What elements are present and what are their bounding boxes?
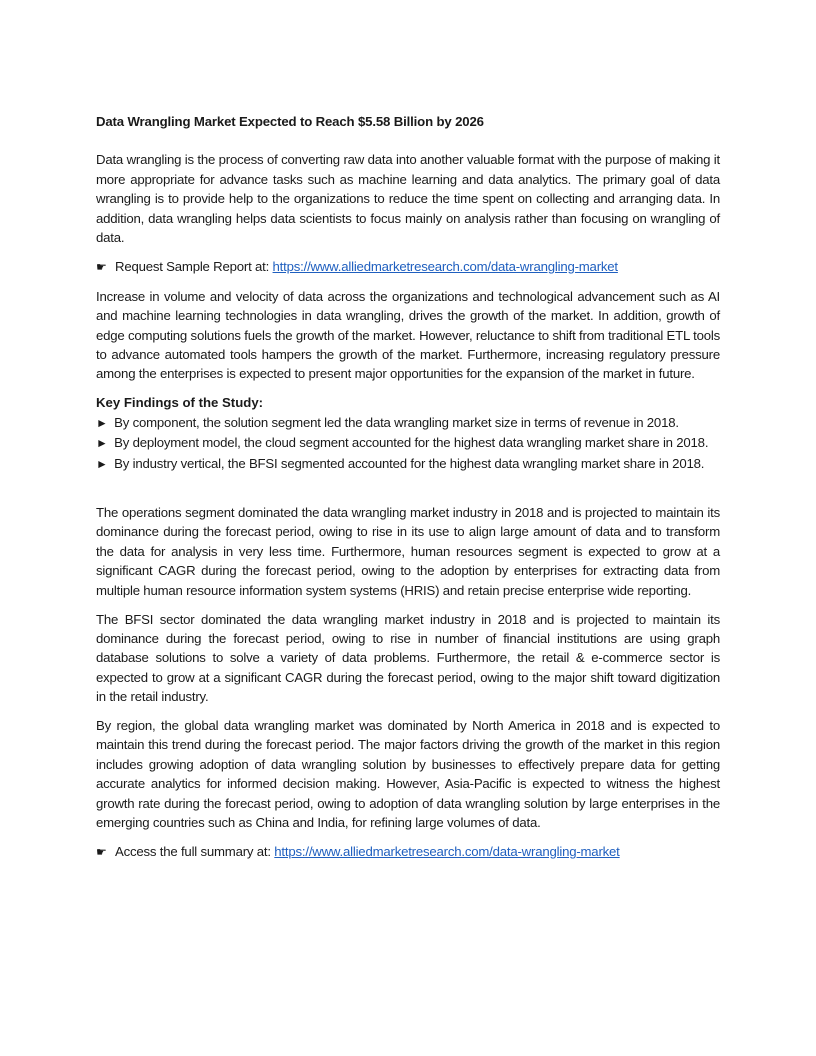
- bullet-arrow-icon: ►: [96, 415, 108, 430]
- sample-report-link[interactable]: https://www.alliedmarketresearch.com/data-wrangling-market: [272, 258, 618, 274]
- key-finding-item: [96, 413, 720, 433]
- sample-report-line: [96, 257, 720, 277]
- pointing-hand-icon: ☛: [96, 259, 107, 274]
- key-finding-text: By component, the solution segment led the data wrangling market size in terms of revenue in 2018.: [114, 414, 679, 430]
- sample-report-label: Request Sample Report at:: [115, 258, 273, 274]
- drivers-paragraph: Increase in volume and velocity of data across the organizations and technological advancement such as AI and machine learning technologies in data wrangling, drives the growth of the market. In addition, growth of edge computing solutions fuels the growth of the market. However, reluctance to shift from traditional ETL tools to advance automated tools hampers the growth of the market. Furthermore, increasing regulatory pressure among the enterprises is expected to present major opportunities for the expansion of the market in future.: [96, 288, 720, 382]
- bullet-arrow-icon: ►: [96, 436, 108, 451]
- full-summary-link[interactable]: https://www.alliedmarketresearch.com/data-wrangling-market: [274, 844, 620, 859]
- full-summary-line: [96, 842, 720, 862]
- key-finding-item: [96, 454, 720, 474]
- key-findings: [96, 393, 720, 474]
- key-finding-text: By deployment model, the cloud segment accounted for the highest data wrangling market share in 2018.: [114, 435, 709, 451]
- bullet-arrow-icon: ►: [96, 456, 108, 471]
- document-page: [96, 112, 720, 872]
- operations-paragraph: The operations segment dominated the data wrangling market industry in 2018 and is projected to maintain its dominance during the forecast period, owing to rise in its use to align large amount of data and to transform the data for analysis in very less time. Furthermore, human resources segment is expected to grow at a significant CAGR during the forecast period, owing to the adoption by enterprises for extracting data from multiple human resource information system systems (HRIS) and retain precise enterprise wide reporting.: [96, 505, 720, 598]
- key-finding-item: [96, 433, 720, 453]
- bfsi-paragraph: The BFSI sector dominated the data wrangling market industry in 2018 and is projected to maintain its dominance during the forecast period, owing to rise in number of financial institutions are using graph database solutions to solve a variety of data problems. Furthermore, the retail & e-commerce sector is expected to grow at a significant CAGR during the forecast period, owing to the major shift toward digitization in the retail industry.: [96, 611, 720, 705]
- region-paragraph: By region, the global data wrangling market was dominated by North America in 2018 and is expected to maintain this trend during the forecast period. The major factors driving the growth of the market in this region includes growing adoption of data wrangling solution by businesses to effectively prepare data for getting accurate analytics for informed decision making. However, Asia-Pacific is expected to witness the highest growth rate during the forecast period, owing to adoption of data wrangling solution by large enterprises in the emerging countries such as China and India, for refining large volumes of data.: [96, 718, 720, 831]
- document-title: Data Wrangling Market Expected to Reach $5.58 Billion by 2026: [96, 114, 484, 129]
- key-finding-text: By industry vertical, the BFSI segmented accounted for the highest data wrangling market share in 2018.: [114, 455, 705, 471]
- pointing-hand-icon: ☛: [96, 845, 107, 859]
- key-findings-heading: Key Findings of the Study:: [96, 395, 264, 411]
- intro-paragraph: Data wrangling is the process of converting raw data into another valuable format with the purpose of making it more appropriate for advance tasks such as machine learning and data analytics. The primary goal of data wrangling is to provide help to the organizations to reduce the time spent on collecting and arranging data. In addition, data wrangling helps data scientists to focus mainly on analysis rather than focusing on wrangling of data.: [96, 152, 720, 246]
- full-summary-label: Access the full summary at:: [115, 844, 275, 859]
